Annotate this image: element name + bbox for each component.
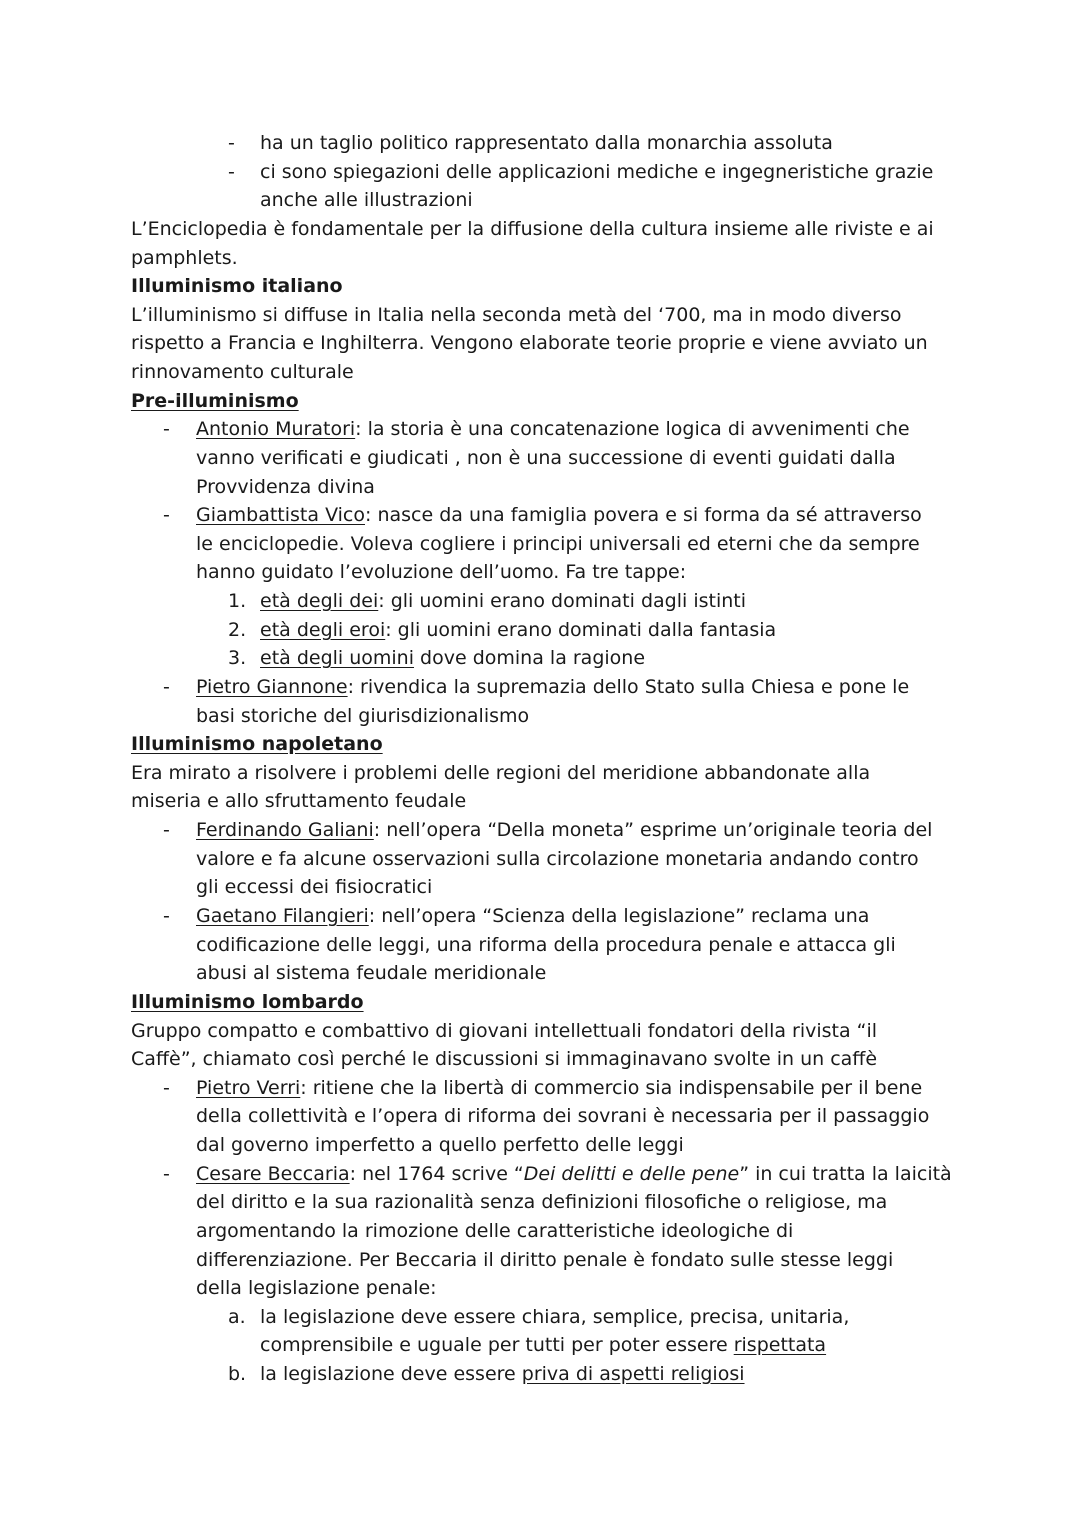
bullet-continuation: differenziazione. Per Beccaria il diritto penale è fondato sulle stesse leggi [196,1249,894,1271]
author-name: Giambattista Vico [196,504,365,526]
section-heading: Illuminismo lombardo [131,991,364,1013]
bullet-continuation: argomentando la rimozione delle caratteristiche ideologiche di [196,1220,794,1242]
paragraph-line: L’Enciclopedia è fondamentale per la diffusione della cultura insieme alle riviste e ai [131,218,934,240]
bullet-continuation: vanno verificati e giudicati , non è una successione di eventi guidati dalla [196,447,896,469]
author-name: Pietro Giannone [196,676,348,698]
paragraph-line: pamphlets. [131,247,238,269]
bullet-continuation: abusi al sistema feudale meridionale [196,962,547,984]
bullet-continuation: valore e fa alcune osservazioni sulla circolazione monetaria andando contro [196,848,919,870]
bullet-continuation: della legislazione penale: [196,1277,437,1299]
author-name: Gaetano Filangieri [196,905,369,927]
paragraph-line: rinnovamento culturale [131,361,354,383]
author-name: Pietro Verri [196,1077,301,1099]
paragraph-line: rispetto a Francia e Inghilterra. Vengono elaborate teorie proprie e viene avviato un [131,332,928,354]
bullet-continuation: basi storiche del giurisdizionalismo [196,705,530,727]
bullet-continuation: anche alle illustrazioni [260,189,473,211]
section-heading: Illuminismo napoletano [131,733,383,755]
bullet-continuation: hanno guidato l’evoluzione dell’uomo. Fa tre tappe: [196,561,687,583]
author-name: Antonio Muratori [196,418,356,440]
paragraph-line: L’illuminismo si diffuse in Italia nella seconda metà del ‘700, ma in modo diverso [131,304,902,326]
document-page: - ha un taglio politico rappresentato dalla monarchia assoluta - ci sono spiegazioni delle applicazioni mediche e ingegneristiche grazie anche alle illustrazioni L’Enciclopedia è fondamentale per la diffusione della cultura insieme alle riviste e ai pamphlets. Illuminismo italiano L’illuminismo si diffuse in Italia nella seconda metà del ‘700, ma in modo diverso rispetto a Francia e Inghilterra. Vengono elaborate teorie proprie e viene avviato un rinnovamento culturale Pre-illuminismo - Antonio Muratori: la storia è una concatenazione logica di avvenimenti che vanno verificati e giudicati , non è una successione di eventi guidati dalla Provvidenza divina - Giambattista Vico: nasce da una famiglia povera e si forma da sé attraverso le enciclopedie. Voleva cogliere i principi universali ed eterni che da sempre hanno guidato l’evoluzione dell’uomo. Fa tre tappe: 1. età degli dei: gli uomini erano dominati dagli istinti 2. età degli eroi: gli uomini erano dominati dalla fantasia 3. età degli uomini dove domina la ragione - Pietro Giannone: rivendica la supremazia dello Stato sulla Chiesa e pone le basi storiche del giurisdizionalismo Illuminismo napoletano Era mirato a risolvere i problemi delle regioni del meridione abbandonate alla miseria e allo sfruttamento feudale - Ferdinando Galiani: nell’opera “Della moneta” esprime un’originale teoria del valore e fa alcune osservazioni sulla circolazione monetaria andando contro gli eccessi dei fisiocratici - Gaetano Filangieri: nell’opera “Scienza della legislazione” reclama una codificazione delle leggi, una riforma della procedura penale e attacca gli abusi al sistema feudale meridionale Illuminismo lombardo Gruppo compatto e combattivo di giovani intellettuali fondatori della rivista “il Caffè”, chiamato così perché le discussioni si immaginavano svolte in un caffè - Pietro Verri: ritiene che la libertà di commercio sia indispensabile per il bene della collettività e l’opera di riforma dei sovrani è necessaria per il passaggio dal governo imperfetto a quello perfetto delle leggi - Cesare Beccaria: nel 1764 scrive “Dei delitti e delle pene” in cui tratta la laicità del diritto e la sua razionalità senza definizioni filosofiche o religiose, ma argomentando la rimozione delle caratteristiche ideologiche di differenziazione. Per Beccaria il diritto penale è fondato sulle stesse leggi della legislazione penale: a. la legislazione deve essere chiara, semplice, precisa, unitaria, comprensibile e uguale per tutti per poter essere rispettata b. la legislazione deve essere priva di aspetti religiosi [131,132,952,1385]
paragraph-line: Caffè”, chiamato così perché le discussioni si immaginavano svolte in un caffè [131,1048,878,1070]
paragraph-line: Gruppo compatto e combattivo di giovani intellettuali fondatori della rivista “il [131,1020,878,1042]
bullet-continuation: della collettività e l’opera di riforma dei sovrani è necessaria per il passaggio [196,1105,930,1127]
section-heading: Illuminismo italiano [131,275,343,297]
bullet-continuation: Provvidenza divina [196,476,375,498]
bullet-continuation: dal governo imperfetto a quello perfetto delle leggi [196,1134,684,1156]
paragraph-line: Era mirato a risolvere i problemi delle regioni del meridione abbandonate alla [131,762,871,784]
bullet-continuation: del diritto e la sua razionalità senza definizioni filosofiche o religiose, ma [196,1191,888,1213]
bullet-continuation: le enciclopedie. Voleva cogliere i principi universali ed eterni che da sempre [196,533,920,555]
paragraph-line: miseria e allo sfruttamento feudale [131,790,467,812]
author-name: Cesare Beccaria [196,1163,350,1185]
author-name: Ferdinando Galiani [196,819,374,841]
section-heading: Pre-illuminismo [131,390,299,412]
lettered-continuation: comprensibile e uguale per tutti per poter essere rispettata [260,1334,827,1356]
bullet-continuation: codificazione delle leggi, una riforma della procedura penale e attacca gli [196,934,896,956]
work-title: Dei delitti e delle pene [523,1163,740,1185]
bullet-continuation: gli eccessi dei fisiocratici [196,876,433,898]
